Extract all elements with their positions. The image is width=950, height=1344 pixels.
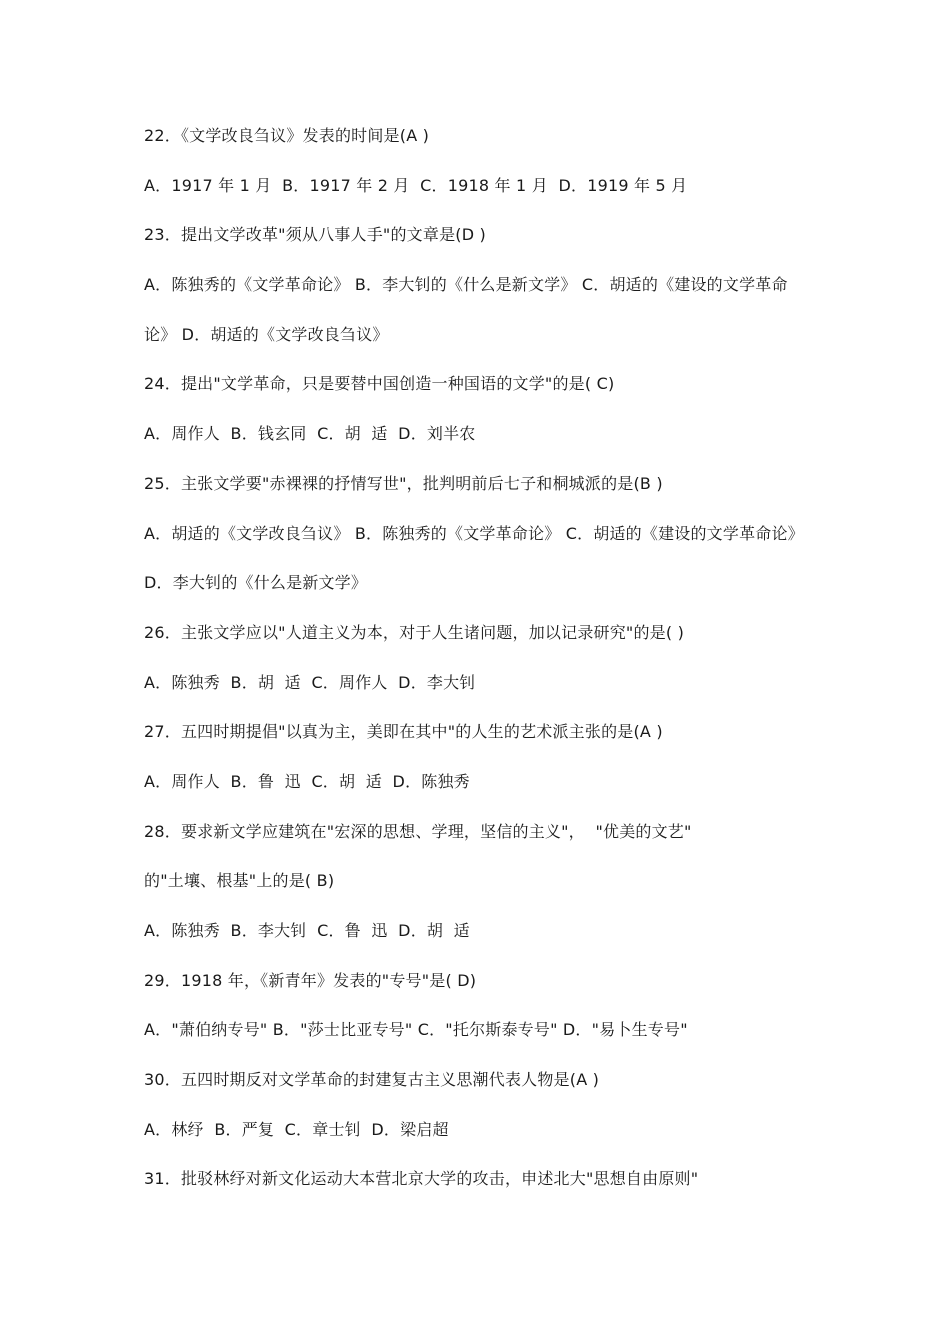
question-24: 24．提出"文学革命，只是要替中国创造一种国语的文学"的是( C) (144, 374, 615, 394)
question-22: 22．《文学改良刍议》发表的时间是(A ) (144, 126, 430, 145)
question-29: 29．1918 年，《新青年》发表的"专号"是( D) (144, 970, 477, 990)
question-23: 23．提出文学改革"须从八事人手"的文章是(D ) (144, 225, 486, 245)
options-25-part-1: A．胡适的《文学改良刍议》 B．陈独秀的《文学革命论》 C．胡适的《建设的文学革命论》 (144, 523, 804, 543)
question-26: 26．主张文学应以"人道主义为本，对于人生诸问题，加以记录研究"的是( ) (144, 622, 685, 642)
options-28: A．陈独秀 B．李大钊 C．鲁 迅 D．胡 适 (144, 921, 470, 940)
options-25-part-2: D．李大钊的《什么是新文学》 (144, 573, 368, 593)
question-28-part-2: 的"土壤、根基"上的是( B) (144, 871, 335, 891)
options-26: A．陈独秀 B．胡 适 C．周作人 D．李大钊 (144, 672, 476, 692)
options-24: A．周作人 B．钱玄同 C．胡 适 D．刘半农 (144, 424, 476, 444)
options-23-part-2: 论》 D．胡适的《文学改良刍议》 (144, 324, 389, 344)
document-body (144, 121, 844, 1214)
question-27: 27．五四时期提倡"以真为主，美即在其中"的人生的艺术派主张的是(A ) (144, 722, 663, 742)
options-30: A．林纾 B．严复 C．章士钊 D．梁启超 (144, 1119, 449, 1139)
options-23-part-1: A．陈独秀的《文学革命论》 B．李大钊的《什么是新文学》 C．胡适的《建设的文学革命 (144, 275, 788, 295)
options-22: A．1917 年 1 月 B．1917 年 2 月 C．1918 年 1 月 D．1919 年 5 月 (144, 175, 688, 195)
question-25: 25．主张文学要"赤裸裸的抒情写世"，批判明前后七子和桐城派的是(B ) (144, 473, 663, 493)
options-27: A．周作人 B．鲁 迅 C．胡 适 D．陈独秀 (144, 771, 470, 791)
question-30: 30．五四时期反对文学革命的封建复古主义思潮代表人物是(A ) (144, 1070, 600, 1090)
options-29: A．"萧伯纳专号" B．"莎士比亚专号" C．"托尔斯泰专号" D．"易卜生专号" (144, 1020, 688, 1040)
question-28-part-1: 28．要求新文学应建筑在"宏深的思想、学理，坚信的主义"， "优美的文艺" (144, 821, 692, 841)
question-31: 31．批驳林纾对新文化运动大本营北京大学的攻击，申述北大"思想自由原则" (144, 1169, 699, 1189)
